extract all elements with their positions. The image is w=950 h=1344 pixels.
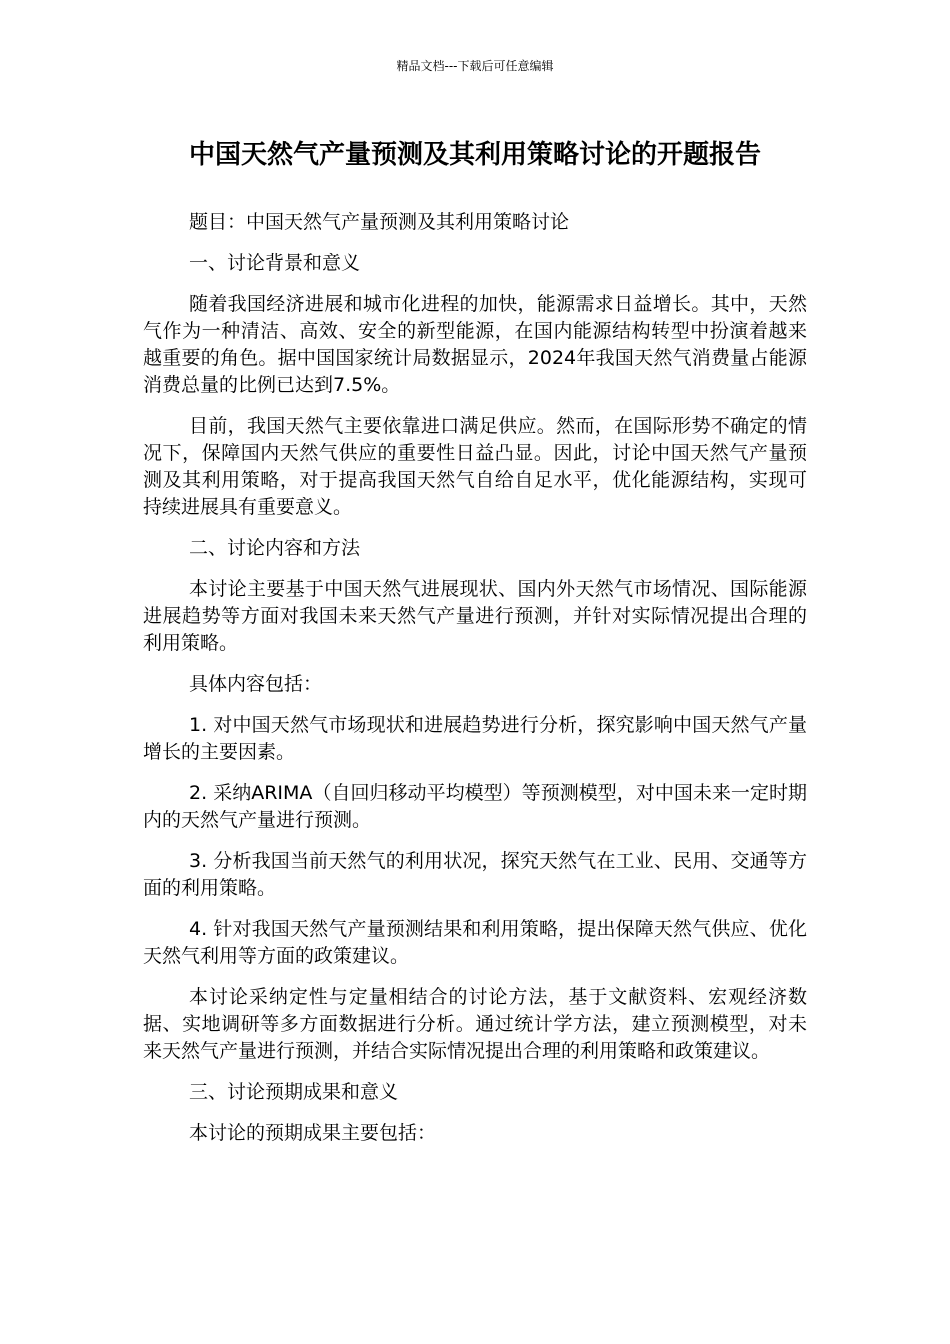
paragraph-content-intro: 具体内容包括： xyxy=(189,673,323,695)
section-heading-background: 一、讨论背景和意义 xyxy=(189,252,361,274)
paragraph-background-1: 随着我国经济进展和城市化进程的加快，能源需求日益增长。其中，天然气作为一种清洁、高效、安全的新型能源，在国内能源结构转型中扮演着越来越重要的角色。据中国国家统计局数据显示，2024年我国天然气消费量占能源消费总量的比例已达到7.5%。 xyxy=(143,293,807,396)
list-item-4: 4. 针对我国天然气产量预测结果和利用策略，提出保障天然气供应、优化天然气利用等方面的政策建议。 xyxy=(143,918,807,967)
page-header: 精品文档---下载后可任意编辑 xyxy=(396,59,554,73)
list-item-2: 2. 采纳ARIMA（自回归移动平均模型）等预测模型，对中国未来一定时期内的天然气产量进行预测。 xyxy=(143,782,807,831)
paragraph-content-overview: 本讨论主要基于中国天然气进展现状、国内外天然气市场情况、国际能源进展趋势等方面对我国未来天然气产量进行预测，并针对实际情况提出合理的利用策略。 xyxy=(143,578,807,654)
list-item-3: 3. 分析我国当前天然气的利用状况，探究天然气在工业、民用、交通等方面的利用策略。 xyxy=(143,850,807,899)
section-heading-expected-results: 三、讨论预期成果和意义 xyxy=(189,1081,399,1103)
topic-line: 题目：中国天然气产量预测及其利用策略讨论 xyxy=(189,211,570,233)
paragraph-background-2: 目前，我国天然气主要依靠进口满足供应。然而，在国际形势不确定的情况下，保障国内天然气供应的重要性日益凸显。因此，讨论中国天然气产量预测及其利用策略，对于提高我国天然气自给自足水平，优化能源结构，实现可持续进展具有重要意义。 xyxy=(143,415,807,518)
document-title: 中国天然气产量预测及其利用策略讨论的开题报告 xyxy=(188,140,761,170)
paragraph-method: 本讨论采纳定性与定量相结合的讨论方法，基于文献资料、宏观经济数据、实地调研等多方面数据进行分析。通过统计学方法，建立预测模型，对未来天然气产量进行预测，并结合实际情况提出合理的利用策略和政策建议。 xyxy=(143,986,807,1062)
paragraph-expected-intro: 本讨论的预期成果主要包括： xyxy=(189,1122,437,1144)
list-item-1: 1. 对中国天然气市场现状和进展趋势进行分析，探究影响中国天然气产量增长的主要因素。 xyxy=(143,714,807,763)
section-heading-content-method: 二、讨论内容和方法 xyxy=(189,537,361,559)
document-body xyxy=(143,209,807,1161)
